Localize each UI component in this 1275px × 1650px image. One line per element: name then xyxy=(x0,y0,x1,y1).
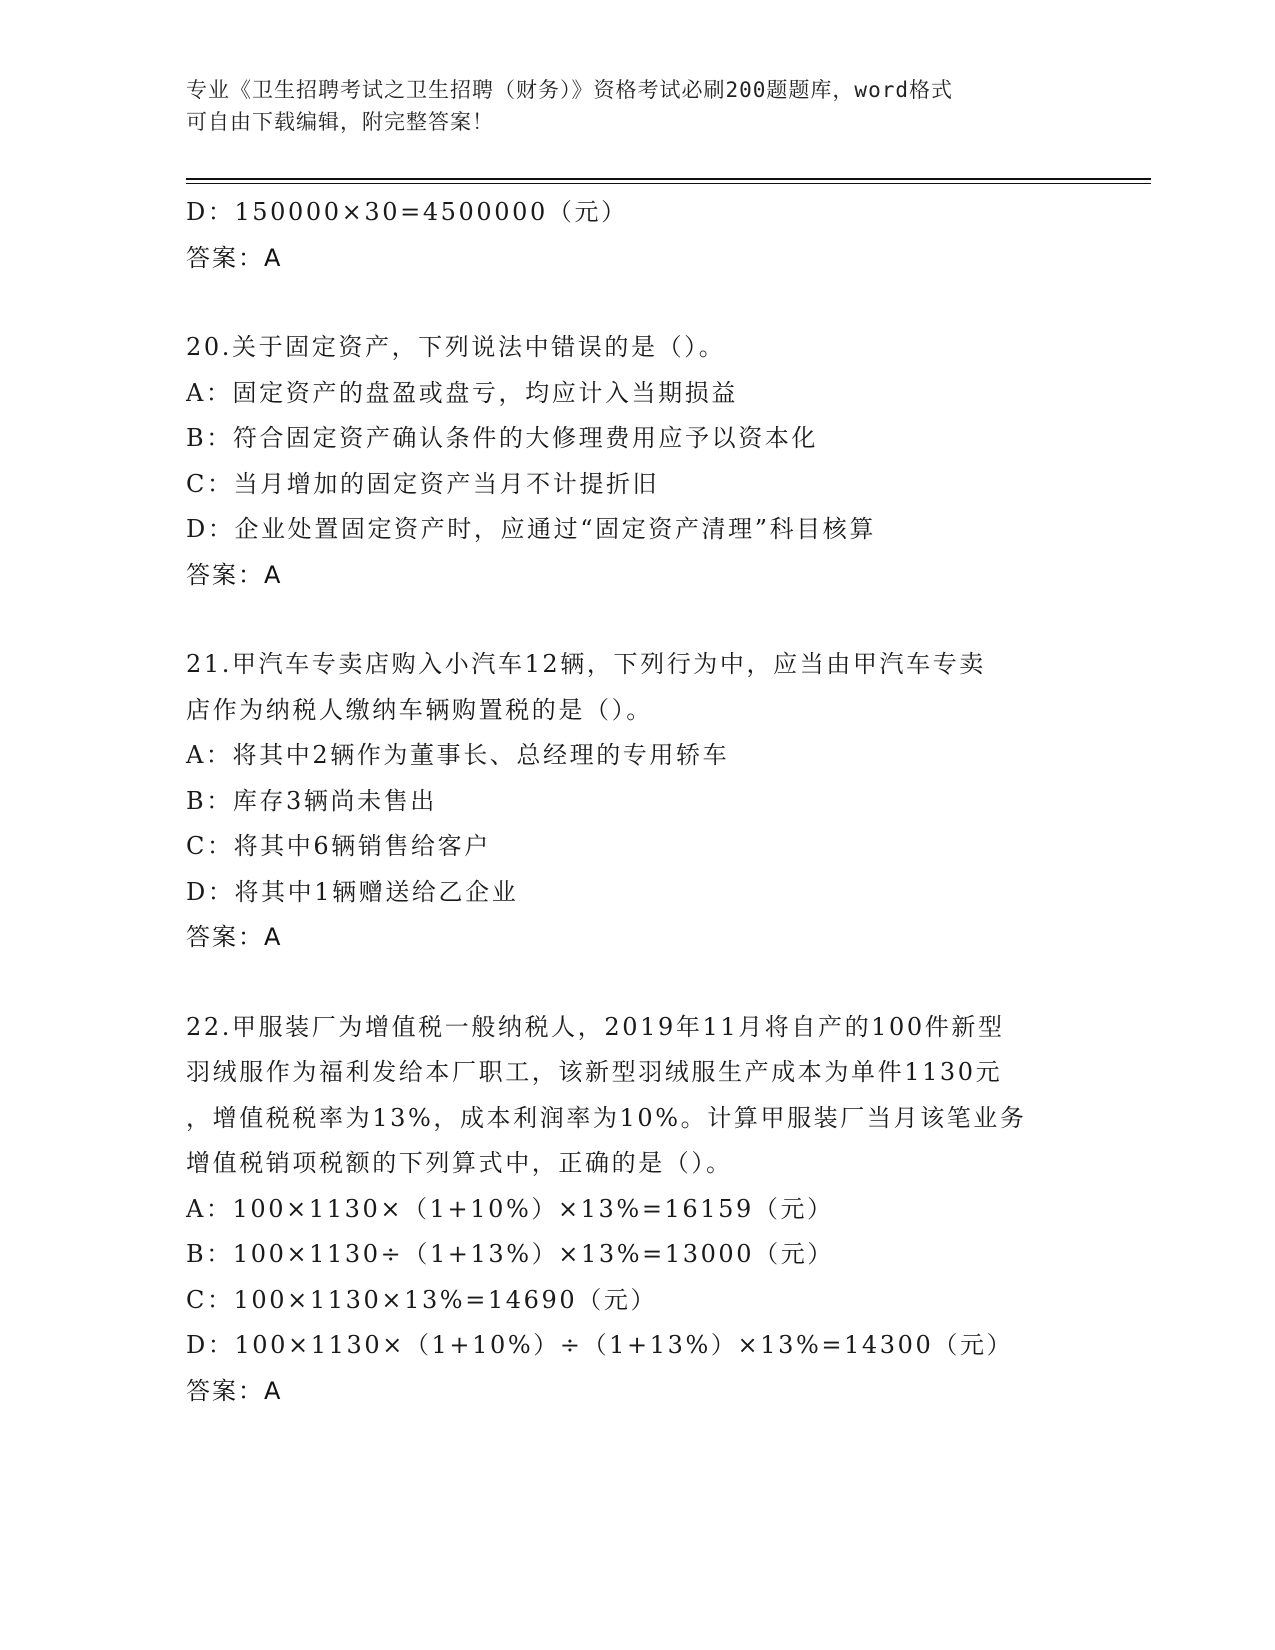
option-b: B：100×1130÷（1+13%）×13%=13000（元） xyxy=(186,1240,834,1268)
option-c: C：将其中6辆销售给客户 xyxy=(186,832,491,860)
question-stem: 20.关于固定资产，下列说法中错误的是（）。 xyxy=(186,333,726,361)
prev-question-tail xyxy=(186,190,1086,281)
header-line-1: 专业《卫生招聘考试之卫生招聘（财务）》资格考试必刷200题题库，word格式 xyxy=(186,78,953,102)
answer-line: 答案：A xyxy=(186,243,283,272)
header-rule-thick xyxy=(186,178,1151,180)
question-stem: 21.甲汽车专卖店购入小汽车12辆，下列行为中，应当由甲汽车专卖 xyxy=(186,650,986,678)
page-header xyxy=(186,74,1086,138)
answer-line: 答案：A xyxy=(186,560,283,589)
answer-line: 答案：A xyxy=(186,1376,283,1405)
question-stem: ，增值税税率为13%，成本利润率为10%。计算甲服装厂当月该笔业务 xyxy=(186,1103,1027,1132)
question-stem: 店作为纳税人缴纳车辆购置税的是（）。 xyxy=(186,695,653,724)
question-stem: 羽绒服作为福利发给本厂职工，该新型羽绒服生产成本为单件1130元 xyxy=(186,1058,1003,1086)
spacer xyxy=(186,281,1086,325)
question-stem: 增值税销项税额的下列算式中，正确的是（）。 xyxy=(186,1149,733,1177)
option-c: C：当月增加的固定资产当月不计提折旧 xyxy=(186,469,660,498)
option-b: B：符合固定资产确认条件的大修理费用应予以资本化 xyxy=(186,424,819,452)
question-list xyxy=(186,190,1086,1414)
option-b: B：库存3辆尚未售出 xyxy=(186,786,437,815)
header-line-2: 可自由下载编辑，附完整答案！ xyxy=(186,110,494,134)
spacer xyxy=(186,961,1086,1005)
option-a: A：将其中2辆作为董事长、总经理的专用轿车 xyxy=(186,741,730,769)
option-c: C：100×1130×13%=14690（元） xyxy=(186,1285,658,1314)
option-d: D：100×1130×（1+10%）÷（1+13%）×13%=14300（元） xyxy=(186,1331,1014,1359)
question-22 xyxy=(186,1005,1086,1415)
option-d: D：企业处置固定资产时，应通过“固定资产清理”科目核算 xyxy=(186,515,876,543)
option-d: D：150000×30=4500000（元） xyxy=(186,198,628,226)
option-a: A：100×1130×（1+10%）×13%=16159（元） xyxy=(186,1194,834,1223)
spacer xyxy=(186,598,1086,642)
option-a: A：固定资产的盘盈或盘亏，均应计入当期损益 xyxy=(186,378,738,407)
question-stem: 22.甲服装厂为增值税一般纳税人，2019年11月将自产的100件新型 xyxy=(186,1012,1005,1041)
header-rule-thin xyxy=(186,183,1151,184)
answer-line: 答案：A xyxy=(186,923,283,951)
question-21 xyxy=(186,642,1086,961)
option-d: D：将其中1辆赠送给乙企业 xyxy=(186,877,519,906)
question-20 xyxy=(186,325,1086,598)
